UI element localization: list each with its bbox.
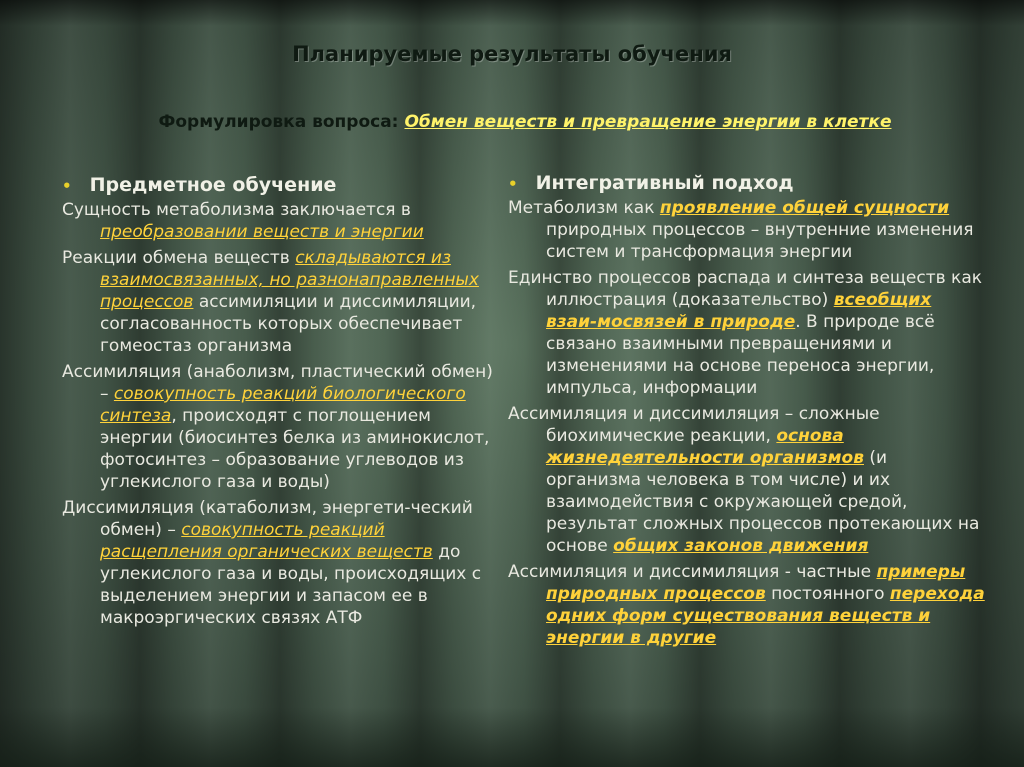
- text: (и организма человека в том числе) и их взаимодействия с окружающей средой, результат сложных процессов протекающих на основе: [546, 448, 980, 556]
- text: Единство процессов распада и синтеза веществ как иллюстрация (доказательство): [508, 268, 983, 310]
- slide-title: Планируемые результаты обучения: [292, 42, 732, 66]
- paragraph-unity: [508, 267, 986, 399]
- text: Ассимиляция и диссимиляция - частные: [508, 562, 877, 582]
- text: . В природе всё связано взаимными превращениями и изменениями на основе переноса энергии, импульса, информации: [546, 312, 935, 398]
- question-line: [60, 112, 990, 132]
- text: природных процессов – внутренние изменения систем и трансформация энергии: [546, 220, 974, 262]
- highlight: складываются из взаимосвязанных, но разнонаправленных процессов: [100, 248, 479, 312]
- text: Ассимиляция (анаболизм, пластический обмен) –: [62, 362, 493, 404]
- column-subject-learning: [62, 174, 498, 633]
- paragraph-metabolism: [508, 197, 986, 263]
- bullet-icon: •: [62, 177, 72, 195]
- text: Метаболизм как: [508, 198, 660, 218]
- highlight: проявление общей сущности: [659, 198, 950, 218]
- highlight: совокупность реакций расщепления органических веществ: [100, 520, 433, 562]
- bullet-icon: •: [508, 175, 518, 193]
- paragraph-essence: [62, 199, 498, 243]
- text: Диссимиляция (катаболизм, энергети-ческий обмен) –: [62, 498, 473, 540]
- text: постоянного: [765, 584, 890, 604]
- highlight: общих законов движения: [613, 536, 869, 556]
- text: ассимиляции и диссимиляции, согласованность которых обеспечивает гомеостаз организма: [100, 292, 477, 356]
- paragraph-complex-reactions: [508, 403, 986, 557]
- paragraph-dissimilation: [62, 497, 498, 629]
- highlight: примеры природных процессов: [546, 562, 966, 604]
- highlight: всеобщих взаи-мосвязей в природе: [546, 290, 932, 332]
- column-heading: [508, 172, 986, 195]
- paragraph-assimilation: [62, 361, 498, 493]
- curtain-bottom-shadow: [0, 707, 1024, 767]
- paragraph-reactions: [62, 247, 498, 357]
- heading-text: Интегративный подход: [535, 172, 794, 194]
- paragraph-examples: [508, 561, 986, 649]
- column-integrative-approach: [508, 172, 986, 653]
- heading-text: Предметное обучение: [89, 174, 337, 196]
- highlight: основа жизнедеятельности организмов: [546, 426, 864, 468]
- text: Сущность метаболизма заключается в: [62, 200, 411, 220]
- text: Ассимиляция и диссимиляция – сложные биохимические реакции,: [508, 404, 880, 446]
- text: до углекислого газа и воды, происходящих с выделением энергии и запасом ее в макроэргических связях АТФ: [100, 542, 482, 628]
- highlight: перехода одних форм существования веществ и энергии в другие: [546, 584, 985, 648]
- highlight: преобразовании веществ и энергии: [100, 222, 424, 242]
- text: , происходят с поглощением энергии (биосинтез белка из аминокислот, фотосинтез – образование углеводов из углекислого газа и воды): [100, 406, 490, 492]
- highlight: совокупность реакций биологического синтеза: [100, 384, 466, 426]
- curtain-top-shadow: [0, 0, 1024, 26]
- question-topic: Обмен веществ и превращение энергии в клетке: [404, 112, 892, 132]
- question-label: Формулировка вопроса:: [158, 112, 399, 132]
- text: Реакции обмена веществ: [62, 248, 296, 268]
- column-heading: [62, 174, 498, 197]
